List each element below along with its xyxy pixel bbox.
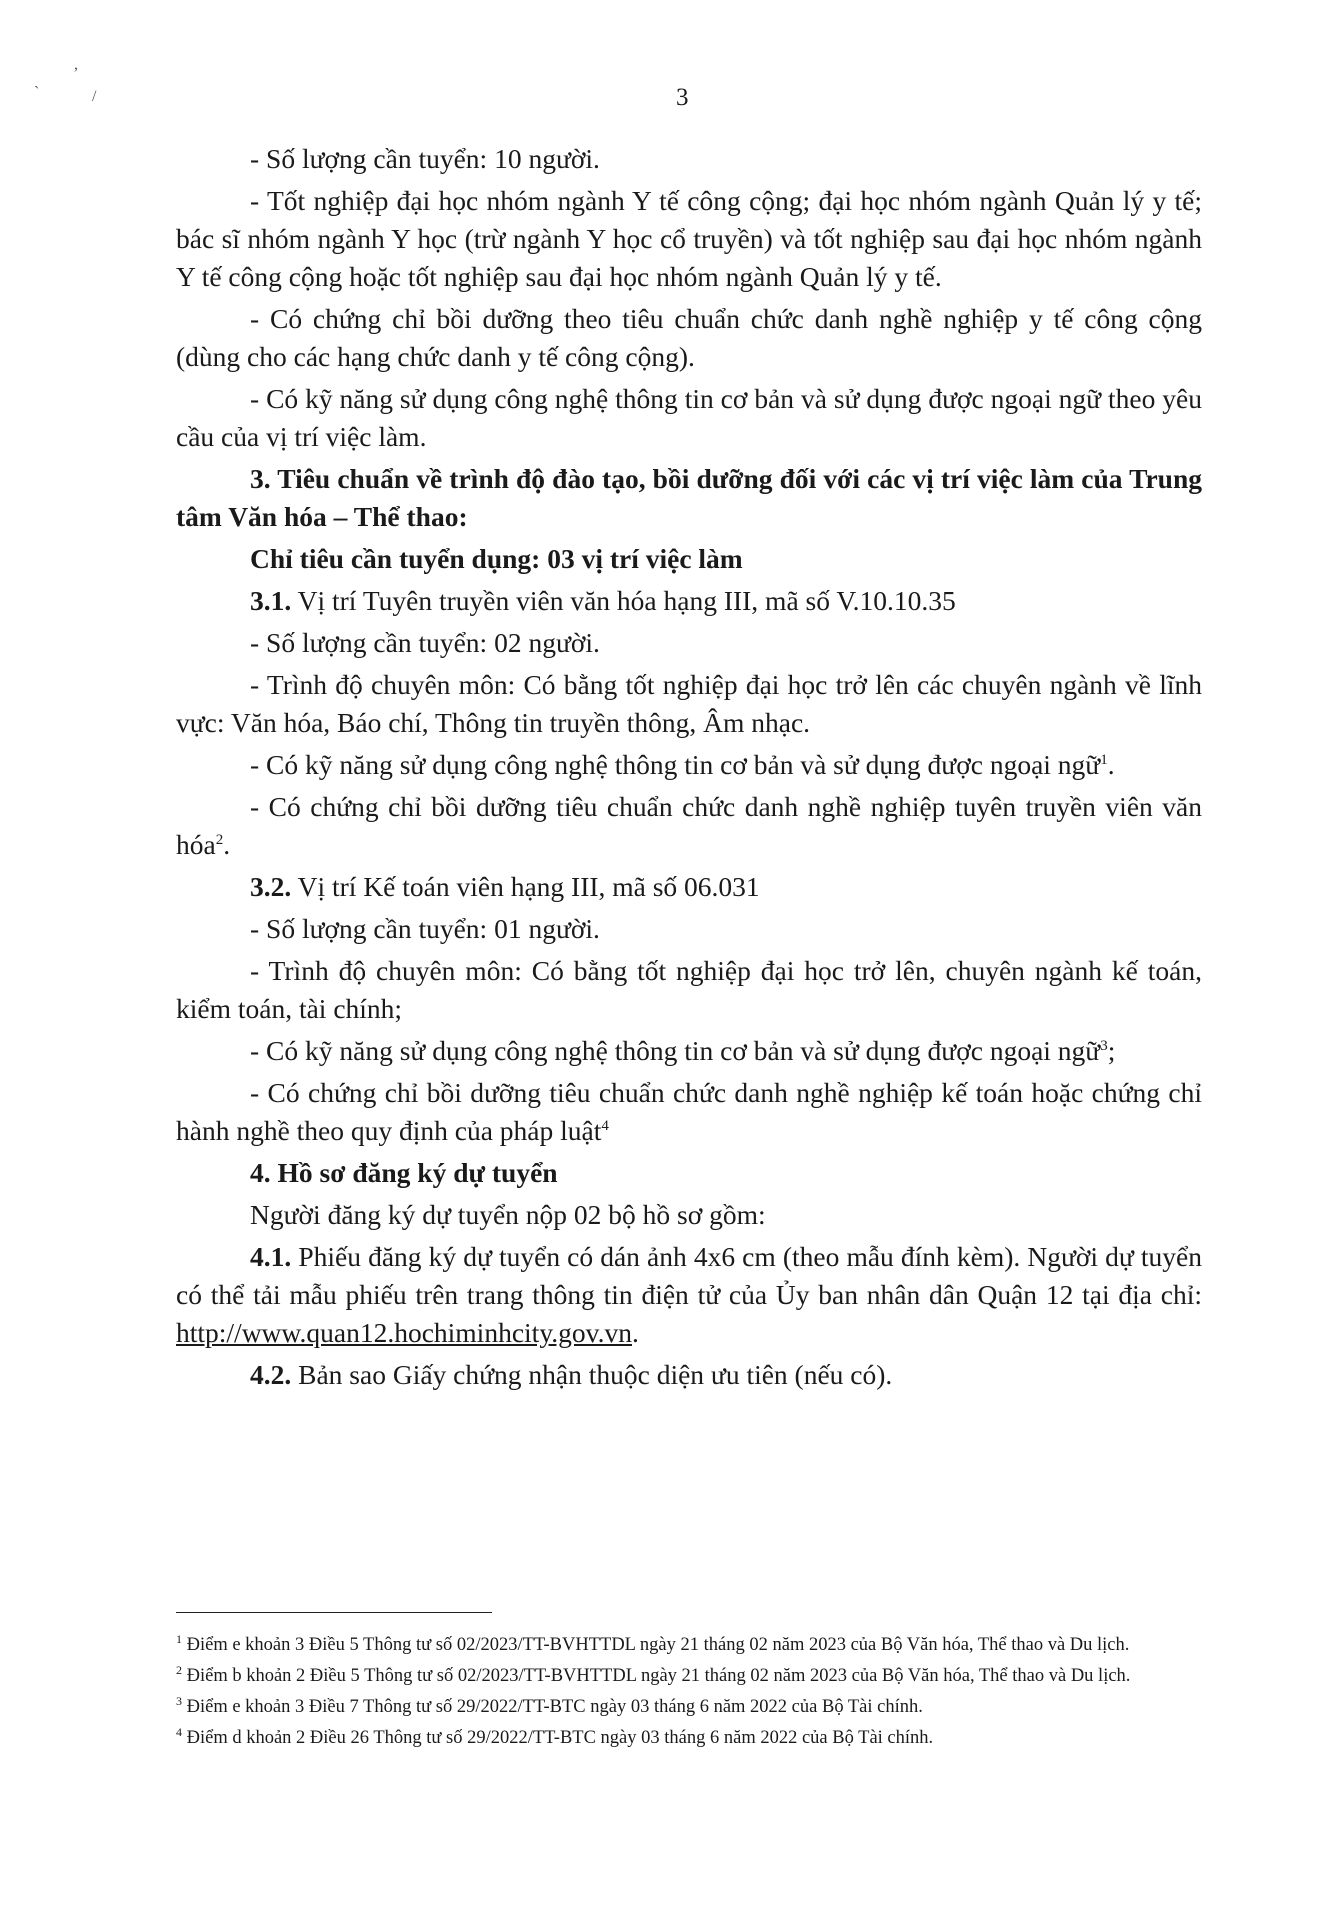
- paragraph: - Trình độ chuyên môn: Có bằng tốt nghiệp đại học trở lên, chuyên ngành kế toán, kiểm toán, tài chính;: [176, 955, 1202, 1024]
- footnote: [176, 1627, 1202, 1658]
- subsection-heading: [176, 582, 1202, 620]
- paragraph: - Có kỹ năng sử dụng công nghệ thông tin cơ bản và sử dụng được ngoại ngữ theo yêu cầu của vị trí việc làm.: [176, 383, 1202, 452]
- footnote-text: Điểm e khoản 3 Điều 7 Thông tư số 29/2022/TT-BTC ngày 03 tháng 6 năm 2022 của Bộ Tài chính.: [182, 1697, 923, 1718]
- footnote-ref: 4: [601, 1117, 609, 1134]
- paragraph-end: .: [632, 1317, 639, 1348]
- paragraph: - Có chứng chỉ bồi dưỡng theo tiêu chuẩn chức danh nghề nghiệp y tế công cộng (dùng cho các hạng chức danh y tế công cộng).: [176, 303, 1202, 372]
- footnote-ref: 1: [1100, 751, 1108, 768]
- subsection-paragraph: [176, 1356, 1202, 1394]
- subsection-title: Vị trí Kế toán viên hạng III, mã số 06.031: [291, 871, 760, 902]
- footnote: [176, 1720, 1202, 1751]
- paragraph: [176, 746, 1202, 784]
- paragraph: [176, 1032, 1202, 1070]
- page-number: 3: [676, 84, 689, 111]
- paragraph: - Trình độ chuyên môn: Có bằng tốt nghiệp đại học trở lên các chuyên ngành về lĩnh vực: Văn hóa, Báo chí, Thông tin truyền thông, Âm nhạc.: [176, 669, 1202, 738]
- paragraph: Người đăng ký dự tuyển nộp 02 bộ hồ sơ gồm:: [250, 1199, 766, 1230]
- paragraph: - Số lượng cần tuyển: 02 người.: [250, 627, 600, 658]
- footnote-number: 3: [176, 1694, 182, 1709]
- section-subheading: Chỉ tiêu cần tuyển dụng: 03 vị trí việc làm: [250, 543, 743, 574]
- footnote-number: 2: [176, 1663, 182, 1678]
- subsection-paragraph: [176, 1238, 1202, 1352]
- subsection-number: 4.1.: [250, 1241, 292, 1272]
- paragraph-end: .: [1107, 749, 1115, 780]
- footnote-text: Điểm e khoản 3 Điều 5 Thông tư số 02/2023/TT-BVHTTDL ngày 21 tháng 02 năm 2023 của Bộ Văn hóa, Thể thao và Du lịch.: [182, 1635, 1130, 1656]
- paragraph-text: - Có chứng chỉ bồi dưỡng tiêu chuẩn chức danh nghề nghiệp kế toán hoặc chứng chỉ hành nghề theo quy định của pháp luật: [176, 1077, 1202, 1146]
- scan-mark: /: [92, 88, 97, 105]
- paragraph-end: ;: [1107, 1035, 1116, 1066]
- section-heading: 3. Tiêu chuẩn về trình độ đào tạo, bồi dưỡng đối với các vị trí việc làm của Trung tâm Văn hóa – Thể thao:: [176, 463, 1202, 532]
- paragraph: [176, 1074, 1202, 1150]
- section-heading: 4. Hồ sơ đăng ký dự tuyển: [250, 1157, 558, 1188]
- paragraph-text: Phiếu đăng ký dự tuyển có dán ảnh 4x6 cm (theo mẫu đính kèm). Người dự tuyển có thể tải mẫu phiếu trên trang thông tin điện tử của Ủy ban nhân dân Quận 12 tại địa chỉ:: [176, 1241, 1202, 1310]
- scan-mark: ,: [74, 56, 78, 73]
- subsection-number: 4.2.: [250, 1359, 292, 1390]
- paragraph: - Số lượng cần tuyển: 10 người.: [250, 143, 600, 174]
- paragraph: - Tốt nghiệp đại học nhóm ngành Y tế công cộng; đại học nhóm ngành Quản lý y tế; bác sĩ nhóm ngành Y học (trừ ngành Y học cổ truyền) và tốt nghiệp sau đại học nhóm ngành Y tế công cộng hoặc tốt nghiệp sau đại học nhóm ngành Quản lý y tế.: [176, 185, 1202, 292]
- footnote-number: 4: [176, 1725, 182, 1740]
- paragraph-text: - Có kỹ năng sử dụng công nghệ thông tin cơ bản và sử dụng được ngoại ngữ: [250, 1035, 1101, 1066]
- footnote: [176, 1689, 1202, 1720]
- subsection-number: 3.2.: [250, 871, 292, 902]
- footnote-number: 1: [176, 1632, 182, 1646]
- subsection-heading: [176, 868, 1202, 906]
- footnote-separator: [176, 1612, 492, 1613]
- footnote-ref: 2: [215, 831, 224, 848]
- footnote-text: Điểm b khoản 2 Điều 5 Thông tư số 02/2023/TT-BVHTTDL ngày 21 tháng 02 năm 2023 của Bộ Văn hóa, Thể thao và Du lịch.: [182, 1666, 1131, 1687]
- subsection-title: Vị trí Tuyên truyền viên văn hóa hạng III, mã số V.10.10.35: [291, 585, 956, 616]
- paragraph-text: Bản sao Giấy chứng nhận thuộc diện ưu tiên (nếu có).: [291, 1359, 893, 1390]
- subsection-number: 3.1.: [250, 585, 292, 616]
- scan-mark: `: [34, 84, 40, 101]
- footnote: [176, 1658, 1202, 1689]
- document-body: [176, 140, 1202, 1394]
- paragraph-end: .: [223, 829, 231, 860]
- footnotes: [176, 1627, 1202, 1752]
- paragraph-text: - Có chứng chỉ bồi dưỡng tiêu chuẩn chức danh nghề nghiệp tuyên truyền viên văn hóa: [176, 791, 1202, 860]
- paragraph-text: - Có kỹ năng sử dụng công nghệ thông tin cơ bản và sử dụng được ngoại ngữ: [250, 749, 1101, 780]
- paragraph: [176, 788, 1202, 864]
- footnote-ref: 3: [1100, 1037, 1108, 1054]
- paragraph: - Số lượng cần tuyển: 01 người.: [250, 913, 600, 944]
- website-link[interactable]: http://www.quan12.hochiminhcity.gov.vn: [176, 1317, 632, 1348]
- footnote-text: Điểm d khoản 2 Điều 26 Thông tư số 29/2022/TT-BTC ngày 03 tháng 6 năm 2022 của Bộ Tài chính.: [182, 1728, 934, 1749]
